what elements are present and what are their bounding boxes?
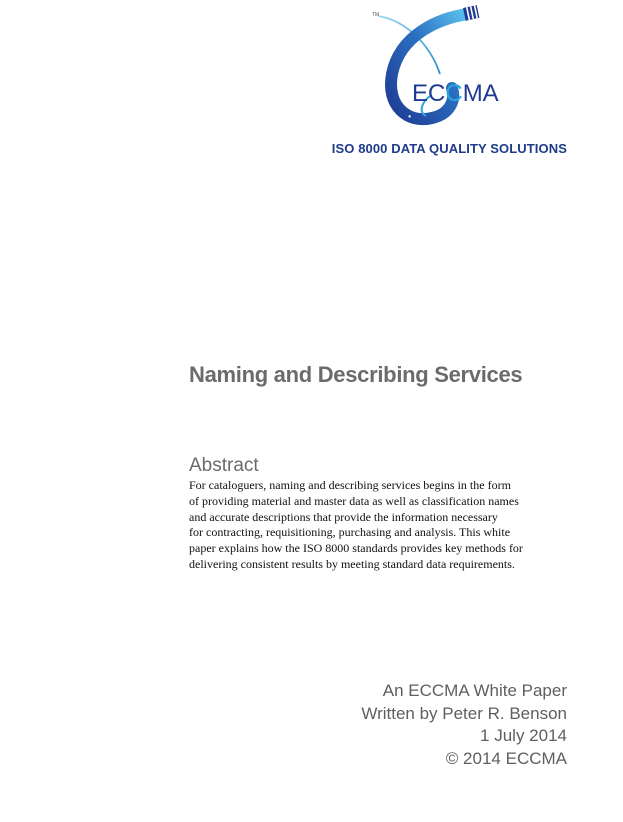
publication-date: 1 July 2014	[480, 726, 567, 745]
tagline: ISO 8000 DATA QUALITY SOLUTIONS	[331, 141, 567, 156]
trademark-mark: TM	[372, 12, 380, 18]
abstract-heading: Abstract	[189, 455, 259, 476]
eccma-swoosh-icon	[360, 4, 520, 134]
abstract-line: for contracting, requisitioning, purchasing and analysis. This white	[189, 525, 511, 540]
logo-wordmark: ECCMA	[412, 80, 499, 107]
abstract-line: and accurate descriptions that provide the information necessary	[189, 509, 498, 524]
abstract-line: delivering consistent results by meeting standard data requirements.	[189, 556, 515, 571]
copyright-line: © 2014 ECCMA	[445, 748, 567, 768]
abstract-line: of providing material and master data as well as classification names	[189, 493, 519, 508]
author-line: Written by Peter R. Benson	[361, 703, 567, 723]
abstract-body	[189, 478, 579, 573]
abstract-line: paper explains how the ISO 8000 standards provides key methods for	[189, 541, 523, 556]
eccma-logo	[360, 4, 520, 134]
document-title: Naming and Describing Services	[189, 362, 523, 387]
paper-type: An ECCMA White Paper	[382, 681, 567, 700]
credits-block	[361, 680, 567, 770]
abstract-line: For cataloguers, naming and describing services begins in the form	[189, 478, 511, 492]
